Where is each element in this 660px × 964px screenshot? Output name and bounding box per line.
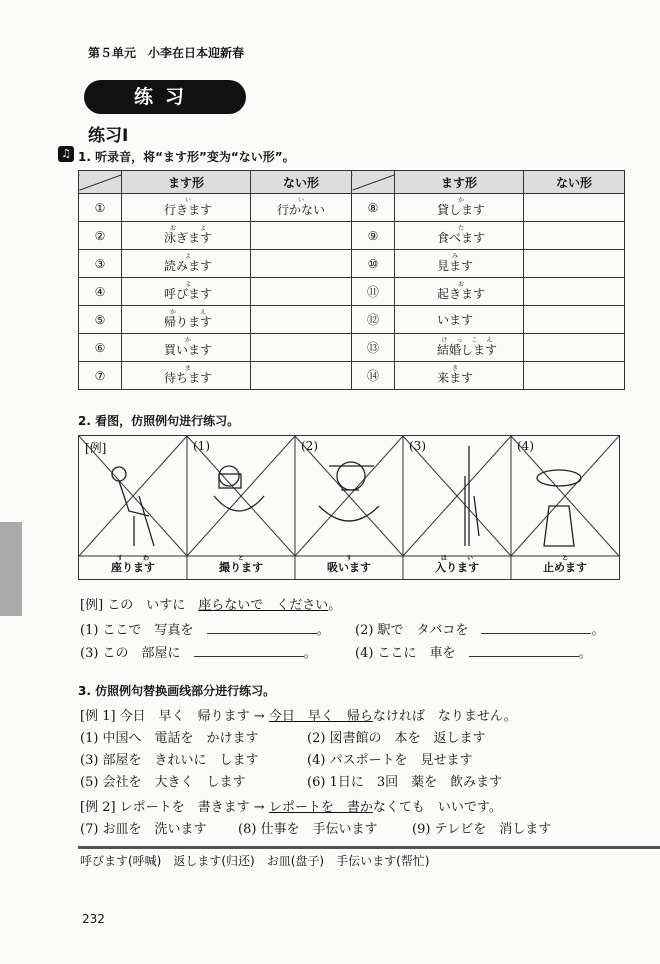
picture-panel [79,436,187,579]
picture-panel [511,436,619,579]
row-number: ⑨ [352,222,395,250]
nai-form-answer[interactable] [524,222,625,250]
page-edge-tab [0,522,22,616]
row-number: ⑪ [352,278,395,306]
nai-form-answer[interactable] [524,306,625,334]
diagonal-cell [79,171,122,194]
nai-form-answer[interactable] [251,250,352,278]
masu-form: 貸しますか [395,194,524,222]
masu-form: 結婚しますけっこん [395,334,524,362]
example-answer: 今日 早く 帰ら [268,709,373,724]
example-end: 。 [328,598,342,613]
item-text: (2) 駅で タバコを [355,623,469,638]
masu-form: 泳ぎますおよ [122,222,251,250]
ex3-item: (7) お皿を 洗います [80,822,207,837]
row-number: ⑥ [79,334,122,362]
example-suffix: なくても いいです。 [372,800,502,815]
ex2-example [80,594,341,613]
masu-form: 行きますい [122,194,251,222]
nai-form-answer[interactable] [251,306,352,334]
item-text: (3) この 部屋に [80,646,181,661]
masu-form: 読みますよ [122,250,251,278]
ex2-item-4: (4) ここに 車を 。 [355,646,592,661]
nai-form-answer[interactable] [524,334,625,362]
example-prefix: [例 2] レポートを 書きます → [80,800,269,815]
picture-panel [187,436,295,579]
masu-form: 起きますお [395,278,524,306]
masu-form: 買いますか [122,334,251,362]
vocabulary-note: 呼びます(呼喊) 返します(归还) お皿(盘子) 手伝います(帮忙) [80,854,430,868]
row-number: ③ [79,250,122,278]
panel-label: 止めますと [543,555,587,574]
nai-form-answer[interactable] [524,362,625,390]
panel-label: 吸いますす [327,555,371,574]
ex3-item: (3) 部屋を きれいに します [80,753,259,768]
row-number: ④ [79,278,122,306]
masu-form: 来ますき [395,362,524,390]
panel-number: (2) [301,439,318,453]
item-text: (4) ここに 車を [355,646,456,661]
picture-strip [78,435,620,580]
example-answer: レポートを 書か [268,800,373,815]
ex3-example-1 [80,705,517,724]
panel-label: 座りますすわ [111,555,155,574]
row-number: ⑩ [352,250,395,278]
masu-form: 食べますた [395,222,524,250]
nai-form-answer[interactable] [524,278,625,306]
col-masu: ます形 [122,171,251,194]
ex2-item-3: (3) この 部屋に 。 [80,646,317,661]
table-row [79,306,625,334]
answer-blank[interactable] [207,633,317,634]
col-masu: ます形 [395,171,524,194]
exercise-1-title: 1. 听录音，将“ます形”变为“ない形”。 [78,150,295,164]
nai-form-answer: 行かないい [251,194,352,222]
panel-number: (3) [409,439,426,453]
section-title: 练习Ⅰ [88,126,129,146]
col-nai: ない形 [251,171,352,194]
example-prefix: [例 1] 今日 早く 帰ります → [80,709,269,724]
masu-form: います [395,306,524,334]
nai-form-answer[interactable] [524,250,625,278]
panel-number: [例] [85,441,107,455]
divider [78,846,660,849]
row-number: ⑫ [352,306,395,334]
row-number: ⑦ [79,362,122,390]
ex3-item: (2) 図書館の 本を 返します [307,731,486,746]
panel-number: (1) [193,439,210,453]
ex3-example-2 [80,796,502,815]
ex3-item: (9) テレビを 消します [412,822,552,837]
answer-blank[interactable] [481,633,591,634]
table-row [79,194,625,222]
table-row [79,334,625,362]
example-answer: 座らないで ください [198,598,329,613]
panel-label: 入りますはい [435,555,479,574]
ex3-item: (8) 仕事を 手伝います [238,822,378,837]
nai-form-answer[interactable] [251,334,352,362]
ex3-item: (6) 1日に 3回 薬を 飲みます [307,775,503,790]
panel-label: 撮りますと [219,555,263,574]
section-badge: 练习 [84,80,246,114]
table-row [79,250,625,278]
masu-form: 待ちますま [122,362,251,390]
nai-form-answer[interactable] [251,278,352,306]
exercise-3-title: 3. 仿照例句替换画线部分进行练习。 [78,684,276,698]
table-row [79,278,625,306]
ex2-item-1: (1) ここで 写真を 。 [80,623,330,638]
row-number: ⑬ [352,334,395,362]
col-nai: ない形 [524,171,625,194]
masu-form: 帰りますかえ [122,306,251,334]
row-number: ⑤ [79,306,122,334]
page-number: 232 [82,912,105,926]
answer-blank[interactable] [194,656,304,657]
example-prefix: [例] この いすに [80,598,199,613]
ex3-item: (5) 会社を 大きく します [80,775,246,790]
example-suffix: なければ なりません。 [372,709,517,724]
item-text: (1) ここで 写真を [80,623,194,638]
panel-number: (4) [517,439,534,453]
row-number: ② [79,222,122,250]
nai-form-answer[interactable] [251,362,352,390]
nai-form-answer[interactable] [524,194,625,222]
ex2-item-2: (2) 駅で タバコを 。 [355,623,605,638]
unit-header: 第５单元 小李在日本迎新春 [88,46,245,60]
row-number: ① [79,194,122,222]
masu-form: 呼びますよ [122,278,251,306]
picture-panel [403,436,511,579]
conjugation-table [78,170,625,390]
exercise-2-title: 2. 看图，仿照例句进行练习。 [78,414,240,428]
masu-form: 見ますみ [395,250,524,278]
picture-panel [295,436,403,579]
row-number: ⑭ [352,362,395,390]
row-number: ⑧ [352,194,395,222]
table-row [79,222,625,250]
table-row [79,362,625,390]
headphones-icon: ♫ [58,146,74,162]
ex3-item: (1) 中国へ 電話を かけます [80,731,259,746]
nai-form-answer[interactable] [251,222,352,250]
diagonal-cell [352,171,395,194]
answer-blank[interactable] [469,656,579,657]
ex3-item: (4) パスポートを 見せます [307,753,473,768]
